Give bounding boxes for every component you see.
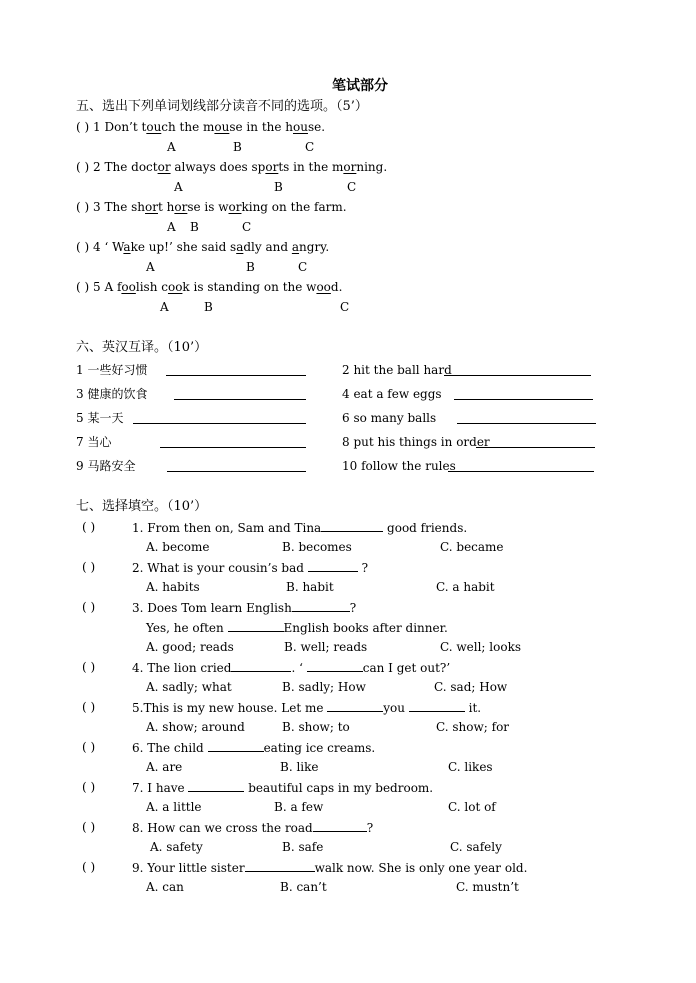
sentence-text: ts in the m [278, 160, 344, 174]
answer-blank[interactable] [292, 599, 350, 612]
question-text: I have [147, 781, 189, 795]
prompt-text: 9 马路安全 [76, 459, 136, 473]
translate-left-3 [76, 386, 147, 402]
answer-blank[interactable] [166, 363, 306, 376]
question-text: Your little sister [147, 861, 245, 875]
option-label-c: C [347, 180, 357, 194]
answer-paren[interactable]: ( ) [76, 280, 90, 294]
item-number: 2 [93, 160, 101, 174]
prompt-text: 1 一些好习惯 [76, 363, 148, 377]
s5-item-4 [76, 239, 329, 255]
question-number: 7. [132, 781, 144, 795]
answer-blank[interactable] [444, 363, 591, 376]
answer-paren[interactable]: ( ) [76, 240, 90, 254]
sentence-text: Don’t t [104, 120, 147, 134]
item-number: 1 [93, 120, 101, 134]
section5-heading: 五、选出下列单词划线部分读音不同的选项。（5’） [76, 99, 368, 114]
sentence-text: The sh [104, 200, 146, 214]
translate-right-8 [342, 434, 490, 450]
option-label-a: A [167, 140, 176, 154]
prompt-text: 8 put his things in order [342, 435, 490, 449]
question-8 [132, 819, 373, 836]
question-text: beautiful caps in my bedroom. [244, 781, 434, 795]
page-title: 笔试部分 [332, 78, 388, 94]
option-label-a: A [167, 220, 176, 234]
answer-paren[interactable]: ( ) [76, 160, 90, 174]
question-text: ? [357, 561, 368, 575]
question-number: 9. [132, 861, 144, 875]
underlined-sound: or [228, 200, 242, 214]
question-number: 8. [132, 821, 144, 835]
sentence-text: ke up!’ she said s [130, 240, 237, 254]
choice-a: A. habits [146, 580, 200, 594]
answer-blank[interactable] [174, 387, 306, 400]
underlined-sound: a [291, 240, 300, 254]
answer-blank[interactable] [448, 459, 594, 472]
sentence-text: t h [158, 200, 175, 214]
sentence-text: lish c [135, 280, 168, 294]
answer-paren[interactable]: ( ) [82, 780, 96, 794]
underlined-sound: oo [167, 280, 183, 294]
translate-left-9 [76, 458, 135, 474]
answer-blank[interactable] [307, 659, 363, 672]
choice-c: C. likes [448, 760, 493, 774]
translate-left-1 [76, 362, 147, 378]
question-text: This is my new house. Let me [143, 701, 328, 715]
question-5 [132, 699, 481, 716]
sentence-text: se in the h [229, 120, 294, 134]
answer-blank[interactable] [160, 435, 306, 448]
answer-blank[interactable] [313, 819, 367, 832]
sentence-text: ch the m [161, 120, 215, 134]
question-4 [132, 659, 450, 676]
answer-paren[interactable]: ( ) [82, 860, 96, 874]
s5-item-5 [76, 279, 342, 295]
s5-item-3 [76, 199, 347, 215]
question-3-line-2 [146, 619, 448, 636]
sentence-text: The doct [104, 160, 158, 174]
answer-blank[interactable] [327, 699, 383, 712]
question-text: The child [147, 741, 208, 755]
question-2 [132, 559, 368, 576]
question-number: 5. [132, 701, 144, 715]
section6-heading: 六、英汉互译。（10’） [76, 340, 208, 355]
sentence-text: A f [104, 280, 122, 294]
sentence-text: se. [307, 120, 326, 134]
translate-left-5 [76, 410, 123, 426]
underlined-sound: or [145, 200, 158, 214]
sentence-text: se is w [187, 200, 229, 214]
sentence-text: k is standing on the w [182, 280, 317, 294]
prompt-text: 6 so many balls [342, 411, 437, 425]
answer-blank[interactable] [231, 659, 291, 672]
choice-a: A. good; reads [146, 640, 234, 654]
answer-paren[interactable]: ( ) [82, 560, 96, 574]
answer-blank[interactable] [208, 739, 264, 752]
answer-paren[interactable]: ( ) [76, 200, 90, 214]
question-text: Yes, he often [146, 621, 228, 635]
prompt-text: 2 hit the ball hard [342, 363, 452, 377]
choice-b: B. well; reads [284, 640, 368, 654]
question-text: good friends. [383, 521, 468, 535]
sentence-text: king on the farm. [241, 200, 347, 214]
question-text: you [383, 701, 409, 715]
underlined-sound: oo [121, 280, 136, 294]
answer-paren[interactable]: ( ) [82, 660, 96, 674]
prompt-text: 3 健康的饮食 [76, 387, 148, 401]
answer-paren[interactable]: ( ) [82, 600, 96, 614]
translate-right-6 [342, 410, 436, 426]
choice-a: A. can [146, 880, 184, 894]
choice-b: B. a few [274, 800, 324, 814]
underlined-sound: oo [316, 280, 331, 294]
sentence-text: ‘ W [104, 240, 124, 254]
answer-blank[interactable] [321, 519, 383, 532]
underlined-sound: a [123, 240, 131, 254]
underlined-sound: or [343, 160, 357, 174]
question-text: Does Tom learn English [147, 601, 292, 615]
choice-a: A. safety [150, 840, 203, 854]
question-number: 4. [132, 661, 144, 675]
item-number: 3 [93, 200, 101, 214]
question-text: The lion cried [147, 661, 232, 675]
option-label-a: A [146, 260, 155, 274]
answer-blank[interactable] [476, 435, 595, 448]
answer-blank[interactable] [409, 699, 465, 712]
choice-b: B. sadly; How [282, 680, 366, 694]
option-label-b: B [274, 180, 283, 194]
answer-blank[interactable] [457, 411, 596, 424]
prompt-text: 5 某一天 [76, 411, 124, 425]
sentence-text: always does sp [170, 160, 266, 174]
question-text: ? [349, 601, 357, 615]
question-number: 1. [132, 521, 144, 535]
sentence-text: d. [330, 280, 343, 294]
question-6 [132, 739, 375, 756]
answer-blank[interactable] [308, 559, 358, 572]
question-1 [132, 519, 467, 536]
answer-paren[interactable]: ( ) [82, 740, 96, 754]
translate-right-2 [342, 362, 452, 378]
choice-a: A. sadly; what [146, 680, 232, 694]
question-text: English books after dinner. [283, 621, 448, 635]
option-label-b: B [246, 260, 255, 274]
choice-c: C. well; looks [440, 640, 522, 654]
choice-b: B. becomes [282, 540, 352, 554]
option-label-c: C [242, 220, 252, 234]
translate-right-4 [342, 386, 442, 402]
underlined-sound: a [236, 240, 244, 254]
answer-paren[interactable]: ( ) [82, 520, 96, 534]
translate-left-7 [76, 434, 111, 450]
answer-blank[interactable] [167, 459, 306, 472]
question-text: . ‘ [291, 661, 307, 675]
answer-paren[interactable]: ( ) [76, 120, 90, 134]
question-number: 3. [132, 601, 144, 615]
underlined-sound: ou [293, 120, 308, 134]
translate-right-10 [342, 458, 456, 474]
question-text: From then on, Sam and Tina [147, 521, 322, 535]
question-text: walk now. She is only one year old. [314, 861, 528, 875]
choice-a: A. become [146, 540, 210, 554]
option-label-a: A [174, 180, 183, 194]
question-text: What is your cousin’s bad [147, 561, 308, 575]
choice-c: C. safely [450, 840, 502, 854]
answer-blank[interactable] [133, 411, 306, 424]
underlined-sound: or [265, 160, 279, 174]
question-text: it. [464, 701, 482, 715]
s5-item-1 [76, 119, 325, 135]
question-text: can I get out?’ [362, 661, 451, 675]
question-number: 2. [132, 561, 144, 575]
answer-blank[interactable] [245, 859, 315, 872]
underlined-sound: ou [214, 120, 230, 134]
choice-a: A. a little [146, 800, 202, 814]
choice-c: C. lot of [448, 800, 496, 814]
section7-heading: 七、选择填空。（10’） [76, 499, 208, 514]
question-7 [132, 779, 433, 796]
choice-b: B. safe [282, 840, 324, 854]
underlined-sound: or [157, 160, 171, 174]
question-9 [132, 859, 527, 876]
option-label-b: B [233, 140, 242, 154]
choice-b: B. can’t [280, 880, 327, 894]
choice-c: C. became [440, 540, 504, 554]
choice-a: A. are [146, 760, 183, 774]
prompt-text: 4 eat a few eggs [342, 387, 442, 401]
question-text: ? [366, 821, 374, 835]
choice-b: B. show; to [282, 720, 350, 734]
prompt-text: 7 当心 [76, 435, 112, 449]
question-number: 6. [132, 741, 144, 755]
question-text: eating ice creams. [263, 741, 376, 755]
sentence-text: ngry. [299, 240, 330, 254]
question-text: How can we cross the road [147, 821, 313, 835]
option-label-b: B [190, 220, 199, 234]
answer-paren[interactable]: ( ) [82, 700, 96, 714]
item-number: 4 [93, 240, 101, 254]
option-label-a: A [160, 300, 169, 314]
answer-blank[interactable] [188, 779, 244, 792]
answer-paren[interactable]: ( ) [82, 820, 96, 834]
choice-b: B. habit [286, 580, 334, 594]
choice-a: A. show; around [146, 720, 245, 734]
sentence-text: dly and [243, 240, 292, 254]
option-label-c: C [298, 260, 308, 274]
item-number: 5 [93, 280, 101, 294]
underlined-sound: or [174, 200, 188, 214]
choice-b: B. like [280, 760, 319, 774]
underlined-sound: ou [146, 120, 162, 134]
choice-c: C. a habit [436, 580, 495, 594]
sentence-text: ning. [356, 160, 388, 174]
option-label-c: C [305, 140, 315, 154]
choice-c: C. sad; How [434, 680, 508, 694]
prompt-text: 10 follow the rules [342, 459, 456, 473]
answer-blank[interactable] [228, 619, 284, 632]
choice-c: C. show; for [436, 720, 510, 734]
s5-item-2 [76, 159, 387, 175]
option-label-c: C [340, 300, 350, 314]
choice-c: C. mustn’t [456, 880, 519, 894]
answer-blank[interactable] [454, 387, 593, 400]
question-3 [132, 599, 356, 616]
option-label-b: B [204, 300, 213, 314]
